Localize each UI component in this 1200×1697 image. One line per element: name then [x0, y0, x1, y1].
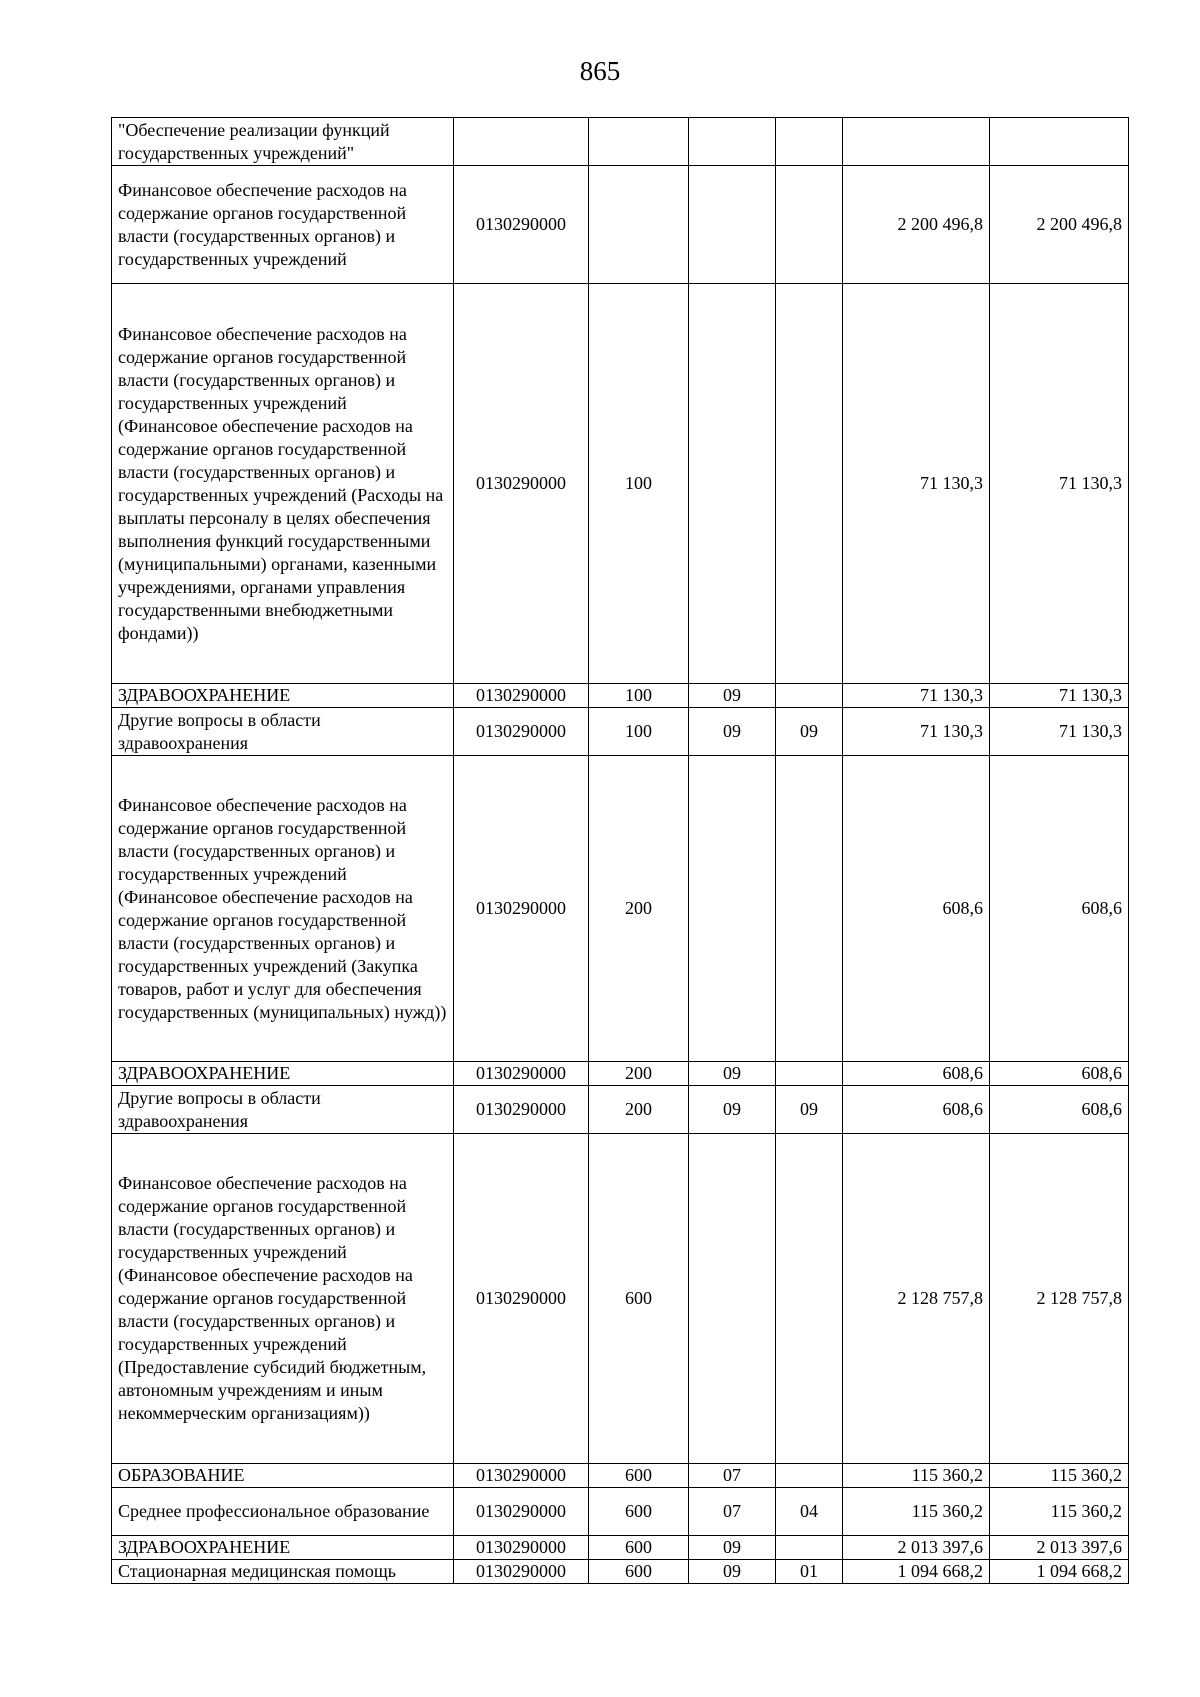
row-target-code: 0130290000 — [454, 1536, 589, 1560]
row-expense-type — [589, 118, 689, 166]
row-target-code: 0130290000 — [454, 1488, 589, 1536]
table-row — [112, 1560, 1129, 1584]
row-name: "Обеспечение реализации функций государственных учреждений" — [112, 118, 454, 166]
row-expense-type: 200 — [589, 1086, 689, 1134]
row-subsection — [776, 166, 843, 284]
row-section: 07 — [689, 1464, 776, 1488]
row-expense-type: 100 — [589, 708, 689, 756]
row-sum-2: 71 130,3 — [990, 708, 1129, 756]
row-name: Финансовое обеспечение расходов на содержание органов государственной власти (государственных органов) и государственных учреждений — [112, 166, 454, 284]
row-name: Финансовое обеспечение расходов на содержание органов государственной власти (государственных органов) и государственных учреждений (Финансовое обеспечение расходов на содержание органов государственной власти (государственных органов) и государственных учреждений (Расходы на выплаты персоналу в целях обеспечения выполнения функций государственными (муниципальными) органами, казенными учреждениями, органами управления государственными внебюджетными фондами)) — [112, 284, 454, 684]
table-row — [112, 1134, 1129, 1464]
row-section: 09 — [689, 1086, 776, 1134]
row-sum-2: 608,6 — [990, 1086, 1129, 1134]
row-sum-1: 608,6 — [843, 756, 990, 1062]
row-expense-type: 600 — [589, 1488, 689, 1536]
row-sum-1: 71 130,3 — [843, 684, 990, 708]
row-target-code: 0130290000 — [454, 1464, 589, 1488]
row-subsection — [776, 1134, 843, 1464]
table-row — [112, 756, 1129, 1062]
row-section: 09 — [689, 1536, 776, 1560]
row-expense-type: 600 — [589, 1560, 689, 1584]
row-name: Финансовое обеспечение расходов на содержание органов государственной власти (государственных органов) и государственных учреждений (Финансовое обеспечение расходов на содержание органов государственной власти (государственных органов) и государственных учреждений (Предоставление субсидий бюджетным, автономным учреждениям и иным некоммерческим организациям)) — [112, 1134, 454, 1464]
row-section — [689, 1134, 776, 1464]
row-section — [689, 284, 776, 684]
row-target-code — [454, 118, 589, 166]
table-row — [112, 684, 1129, 708]
row-sum-2: 71 130,3 — [990, 284, 1129, 684]
row-section — [689, 118, 776, 166]
row-expense-type: 600 — [589, 1536, 689, 1560]
row-expense-type: 600 — [589, 1464, 689, 1488]
row-sum-1: 1 094 668,2 — [843, 1560, 990, 1584]
row-target-code: 0130290000 — [454, 1134, 589, 1464]
row-sum-1: 2 013 397,6 — [843, 1536, 990, 1560]
row-subsection — [776, 118, 843, 166]
row-name: Финансовое обеспечение расходов на содержание органов государственной власти (государственных органов) и государственных учреждений (Финансовое обеспечение расходов на содержание органов государственной власти (государственных органов) и государственных учреждений (Закупка товаров, работ и услуг для обеспечения государственных (муниципальных) нужд)) — [112, 756, 454, 1062]
row-name: ЗДРАВООХРАНЕНИЕ — [112, 1536, 454, 1560]
page-number: 865 — [579, 56, 621, 86]
row-sum-2: 2 013 397,6 — [990, 1536, 1129, 1560]
table-row — [112, 284, 1129, 684]
row-subsection: 09 — [776, 1086, 843, 1134]
row-sum-1: 115 360,2 — [843, 1464, 990, 1488]
row-sum-1: 2 200 496,8 — [843, 166, 990, 284]
row-target-code: 0130290000 — [454, 1062, 589, 1086]
row-subsection — [776, 1464, 843, 1488]
row-sum-2: 608,6 — [990, 1062, 1129, 1086]
table-row — [112, 1062, 1129, 1086]
table-row — [112, 118, 1129, 166]
row-target-code: 0130290000 — [454, 708, 589, 756]
row-section: 09 — [689, 1062, 776, 1086]
row-sum-1 — [843, 118, 990, 166]
row-expense-type — [589, 166, 689, 284]
row-expense-type: 200 — [589, 1062, 689, 1086]
row-sum-2: 1 094 668,2 — [990, 1560, 1129, 1584]
row-sum-2 — [990, 118, 1129, 166]
row-subsection — [776, 756, 843, 1062]
budget-table — [111, 117, 1129, 1584]
row-sum-1: 71 130,3 — [843, 284, 990, 684]
row-sum-2: 71 130,3 — [990, 684, 1129, 708]
row-sum-2: 608,6 — [990, 756, 1129, 1062]
row-expense-type: 600 — [589, 1134, 689, 1464]
row-target-code: 0130290000 — [454, 1086, 589, 1134]
row-subsection: 04 — [776, 1488, 843, 1536]
row-sum-1: 71 130,3 — [843, 708, 990, 756]
row-subsection — [776, 284, 843, 684]
row-expense-type: 100 — [589, 684, 689, 708]
row-name: ЗДРАВООХРАНЕНИЕ — [112, 1062, 454, 1086]
row-name: ЗДРАВООХРАНЕНИЕ — [112, 684, 454, 708]
row-subsection — [776, 684, 843, 708]
row-subsection — [776, 1536, 843, 1560]
row-target-code: 0130290000 — [454, 284, 589, 684]
row-name: Другие вопросы в области здравоохранения — [112, 708, 454, 756]
row-sum-2: 115 360,2 — [990, 1464, 1129, 1488]
row-section — [689, 166, 776, 284]
row-target-code: 0130290000 — [454, 684, 589, 708]
row-name: Среднее профессиональное образование — [112, 1488, 454, 1536]
row-target-code: 0130290000 — [454, 166, 589, 284]
row-expense-type: 100 — [589, 284, 689, 684]
row-sum-1: 2 128 757,8 — [843, 1134, 990, 1464]
row-subsection: 01 — [776, 1560, 843, 1584]
table-row — [112, 166, 1129, 284]
table-row — [112, 1464, 1129, 1488]
row-name: Другие вопросы в области здравоохранения — [112, 1086, 454, 1134]
row-sum-2: 2 128 757,8 — [990, 1134, 1129, 1464]
row-name: Стационарная медицинская помощь — [112, 1560, 454, 1584]
table-row — [112, 1536, 1129, 1560]
row-expense-type: 200 — [589, 756, 689, 1062]
row-section: 09 — [689, 684, 776, 708]
row-subsection — [776, 1062, 843, 1086]
row-sum-1: 115 360,2 — [843, 1488, 990, 1536]
row-sum-2: 2 200 496,8 — [990, 166, 1129, 284]
row-name: ОБРАЗОВАНИЕ — [112, 1464, 454, 1488]
row-section — [689, 756, 776, 1062]
table-row — [112, 708, 1129, 756]
table-row — [112, 1488, 1129, 1536]
row-section: 07 — [689, 1488, 776, 1536]
row-target-code: 0130290000 — [454, 756, 589, 1062]
row-sum-2: 115 360,2 — [990, 1488, 1129, 1536]
row-subsection: 09 — [776, 708, 843, 756]
row-sum-1: 608,6 — [843, 1062, 990, 1086]
row-sum-1: 608,6 — [843, 1086, 990, 1134]
row-target-code: 0130290000 — [454, 1560, 589, 1584]
row-section: 09 — [689, 1560, 776, 1584]
table-row — [112, 1086, 1129, 1134]
row-section: 09 — [689, 708, 776, 756]
